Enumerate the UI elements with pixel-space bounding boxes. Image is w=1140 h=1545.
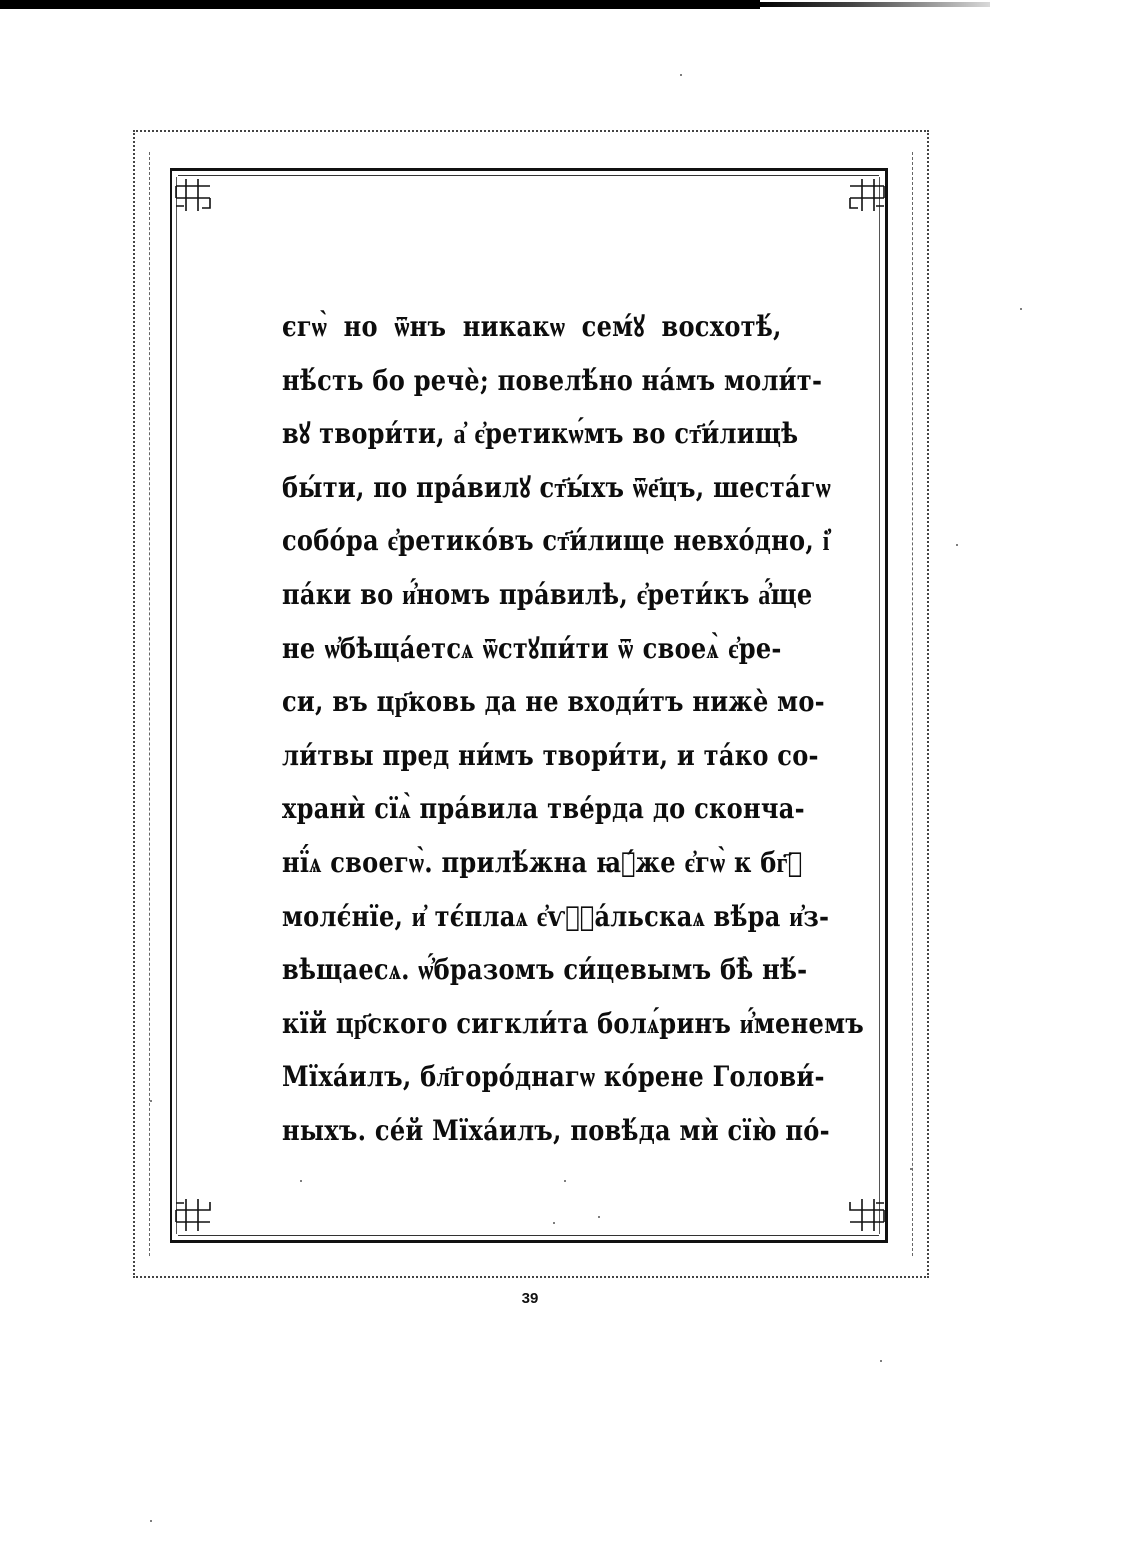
text-line: молє́нїе, и҆ тє́плаѧ є҆ѵⷢ҇а́льскаѧ вѣ́ра и҆з- (282, 899, 830, 933)
text-line: па́ки во и҆́номъ пра́вилѣ, є҆рети́къ а҆́ще (282, 577, 813, 611)
scan-speck (150, 1100, 152, 1102)
text-line: нѣ́сть бо речѐ; повелѣ́но на́мъ моли́т- (282, 363, 823, 397)
scan-speck (564, 1180, 566, 1182)
outer-frame-right-edge (912, 152, 913, 1256)
scan-speck (910, 1168, 912, 1170)
church-slavonic-text-body (282, 300, 865, 1158)
text-line: нї́ѧ своегѡ̀. прилѣ́жна ꙗ҆́же є҆гѡ̀ к бг҃ꙋ (282, 845, 803, 879)
scan-speck (880, 1360, 882, 1362)
text-line: ныхъ. се́й Мїха́илъ, повѣ́да мѝ сїю̀ по́- (282, 1113, 830, 1147)
scan-speck (598, 1216, 600, 1218)
text-line: бы́ти, по пра́вилꙋ ст҃ы́хъ ѿе҃цъ, шеста́гѡ (282, 470, 831, 504)
inner-border-bottom-rule (178, 1235, 879, 1236)
text-line: ли́твы пред ни́мъ твори́ти, и та́ко со- (282, 738, 819, 772)
corner-ornament-top-right-icon (848, 178, 886, 212)
scan-speck (1020, 308, 1022, 310)
text-line: Мїха́илъ, бл҃горо́днагѡ ко́рене Голови́- (282, 1060, 825, 1094)
text-line: вꙋ твори́ти, а҆ є҆ретикѡ́мъ во ст҃и́лищѣ (282, 417, 799, 451)
outer-frame-left-edge (149, 152, 150, 1256)
scan-speck (300, 1180, 302, 1182)
text-line: вѣщаесѧ. ѡ҆́бразомъ си́цевымъ бѣ̀ нѣ́- (282, 953, 808, 987)
inner-border-right-rule (879, 177, 880, 1234)
text-line: кїй цр҃ского сигкли́та болѧ́ринъ и҆́менемъ (282, 1006, 865, 1040)
inner-border-left-rule (176, 177, 177, 1234)
scan-top-band-fade (760, 2, 990, 7)
scan-top-band-solid (0, 0, 760, 9)
text-line: собо́ра є҆ретико́въ ст҃и́лище невхо́дно, і҆ (282, 524, 830, 558)
corner-ornament-top-left-icon (174, 178, 212, 212)
corner-ornament-bottom-left-icon (174, 1198, 212, 1232)
scan-speck (553, 1222, 555, 1224)
inner-border-top-rule (178, 175, 879, 176)
scan-top-band (0, 0, 1140, 12)
text-line: си, въ цр҃ковь да не входи́тъ нижѐ мо- (282, 685, 825, 719)
scan-speck (956, 544, 958, 546)
text-line: не ѡ҆бѣща́етсѧ ѿстꙋпи́ти ѿ своеѧ̀ є҆ре- (282, 631, 782, 665)
scan-speck (150, 1520, 152, 1522)
text-line: хранѝ сїѧ̀ пра́вила тве́рда до сконча- (282, 792, 805, 826)
scan-speck (680, 74, 682, 76)
page-number: 39 (521, 1290, 539, 1307)
corner-ornament-bottom-right-icon (848, 1198, 886, 1232)
text-line: єгѡ̀ но ѿнъ никакѡ сем́ꙋ восхотѣ́, (282, 310, 782, 343)
